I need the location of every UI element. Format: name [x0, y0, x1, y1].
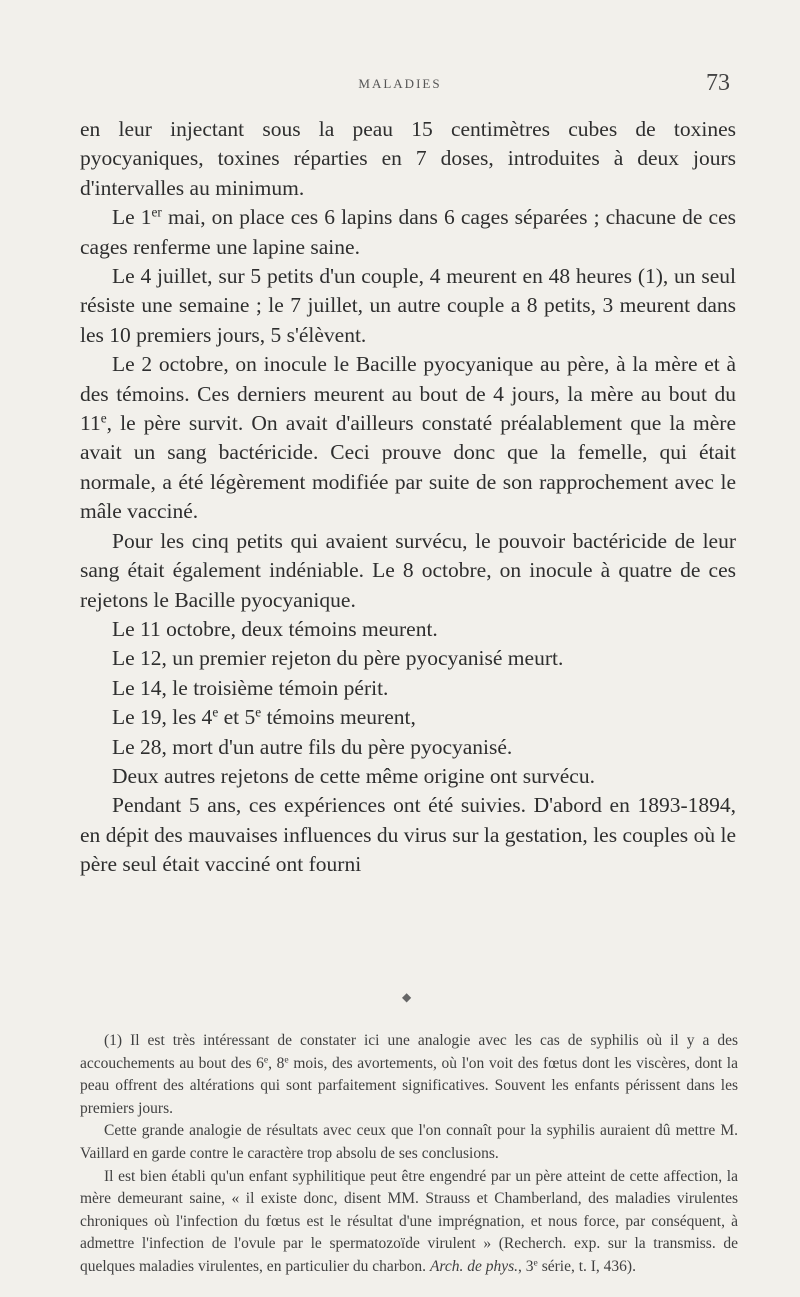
journal-title: Arch. de phys. [429, 1257, 519, 1275]
paragraph: Le 1er mai, on place ces 6 lapins dans 6 cages séparées ; chacune de ces cages renferme une lapine saine. [80, 204, 736, 259]
separator-ornament: ◆ [402, 990, 412, 1004]
footnote-paragraph: Cette grande analogie de résultats avec ceux que l'on connaît pour la syphilis auraient dû mettre M. Vaillard en garde contre le caractère trop absolu de ses conclusions. [80, 1122, 738, 1162]
paragraph: Deux autres rejetons de cette même origine ont survécu. [112, 763, 595, 788]
body-text [80, 115, 736, 880]
footnote-paragraph: Il est bien établi qu'un enfant syphilitique peut être engendré par un père atteint de cette affection, la mère demeurant saine, « il existe donc, disent MM. Strauss et Chamberland, des maladies virulentes chroniques où l'infection du fœtus est le résultat d'une imprégnation, et nous force, par conséquent, à admettre l'infection de l'ovule par le spermatozoïde virulent » (Recherch. exp. sur la transmiss. de quelques maladies virulentes, en particulier du charbon. Arch. de phys., 3e série, t. I, 436). [80, 1167, 738, 1275]
paragraph: en leur injectant sous la peau 15 centimètres cubes de toxines pyocyaniques, toxines réparties en 7 doses, introduites à deux jours d'intervalles au minimum. [80, 117, 736, 200]
paragraph: Pour les cinq petits qui avaient survécu, le pouvoir bactéricide de leur sang était également indéniable. Le 8 octobre, on inocule à quatre de ces rejetons le Bacille pyocyanique. [80, 528, 736, 612]
paragraph: Le 2 octobre, on inocule le Bacille pyocyanique au père, à la mère et à des témoins. Ces derniers meurent au bout de 4 jours, la mère au bout du 11e, le père survit. On avait d'ailleurs constaté préalablement que la mère avait un sang bactéricide. Ceci prouve donc que la femelle, qui était normale, a été légèrement modifiée par suite de son rapprochement avec le mâle vacciné. [80, 352, 736, 524]
paragraph: Le 28, mort d'un autre fils du père pyocyanisé. [112, 734, 513, 759]
paragraph: Pendant 5 ans, ces expériences ont été suivies. D'abord en 1893-1894, en dépit des mauvaises influences du virus sur la gestation, les couples où le père seul était vacciné ont fourni [80, 793, 736, 877]
footnote-paragraph: (1) Il est très intéressant de constater ici une analogie avec les cas de syphilis où il y a des accouchements au bout des 6e, 8e mois, des avortements, où l'on voit des fœtus dont les viscères, dont la peau offrent des altérations qui sont parfaitement significatives. Souvent les enfants périssent dans les premiers jours. [80, 1032, 738, 1117]
footnotes [80, 1030, 738, 1279]
paragraph: Le 12, un premier rejeton du père pyocyanisé meurt. [112, 646, 564, 671]
paragraph: Le 11 octobre, deux témoins meurent. [112, 616, 438, 641]
paragraph: Le 4 juillet, sur 5 petits d'un couple, 4 meurent en 48 heures (1), un seul résiste une semaine ; le 7 juillet, un autre couple a 8 petits, 3 meurent dans les 10 premiers jours, 5 s'élèvent. [80, 264, 736, 347]
running-head [0, 70, 800, 100]
paragraph: Le 19, les 4e et 5e témoins meurent, [112, 704, 416, 730]
paragraph: Le 14, le troisième témoin périt. [112, 675, 389, 700]
page-number: 73 [706, 70, 730, 96]
running-title: MALADIES [358, 76, 442, 91]
